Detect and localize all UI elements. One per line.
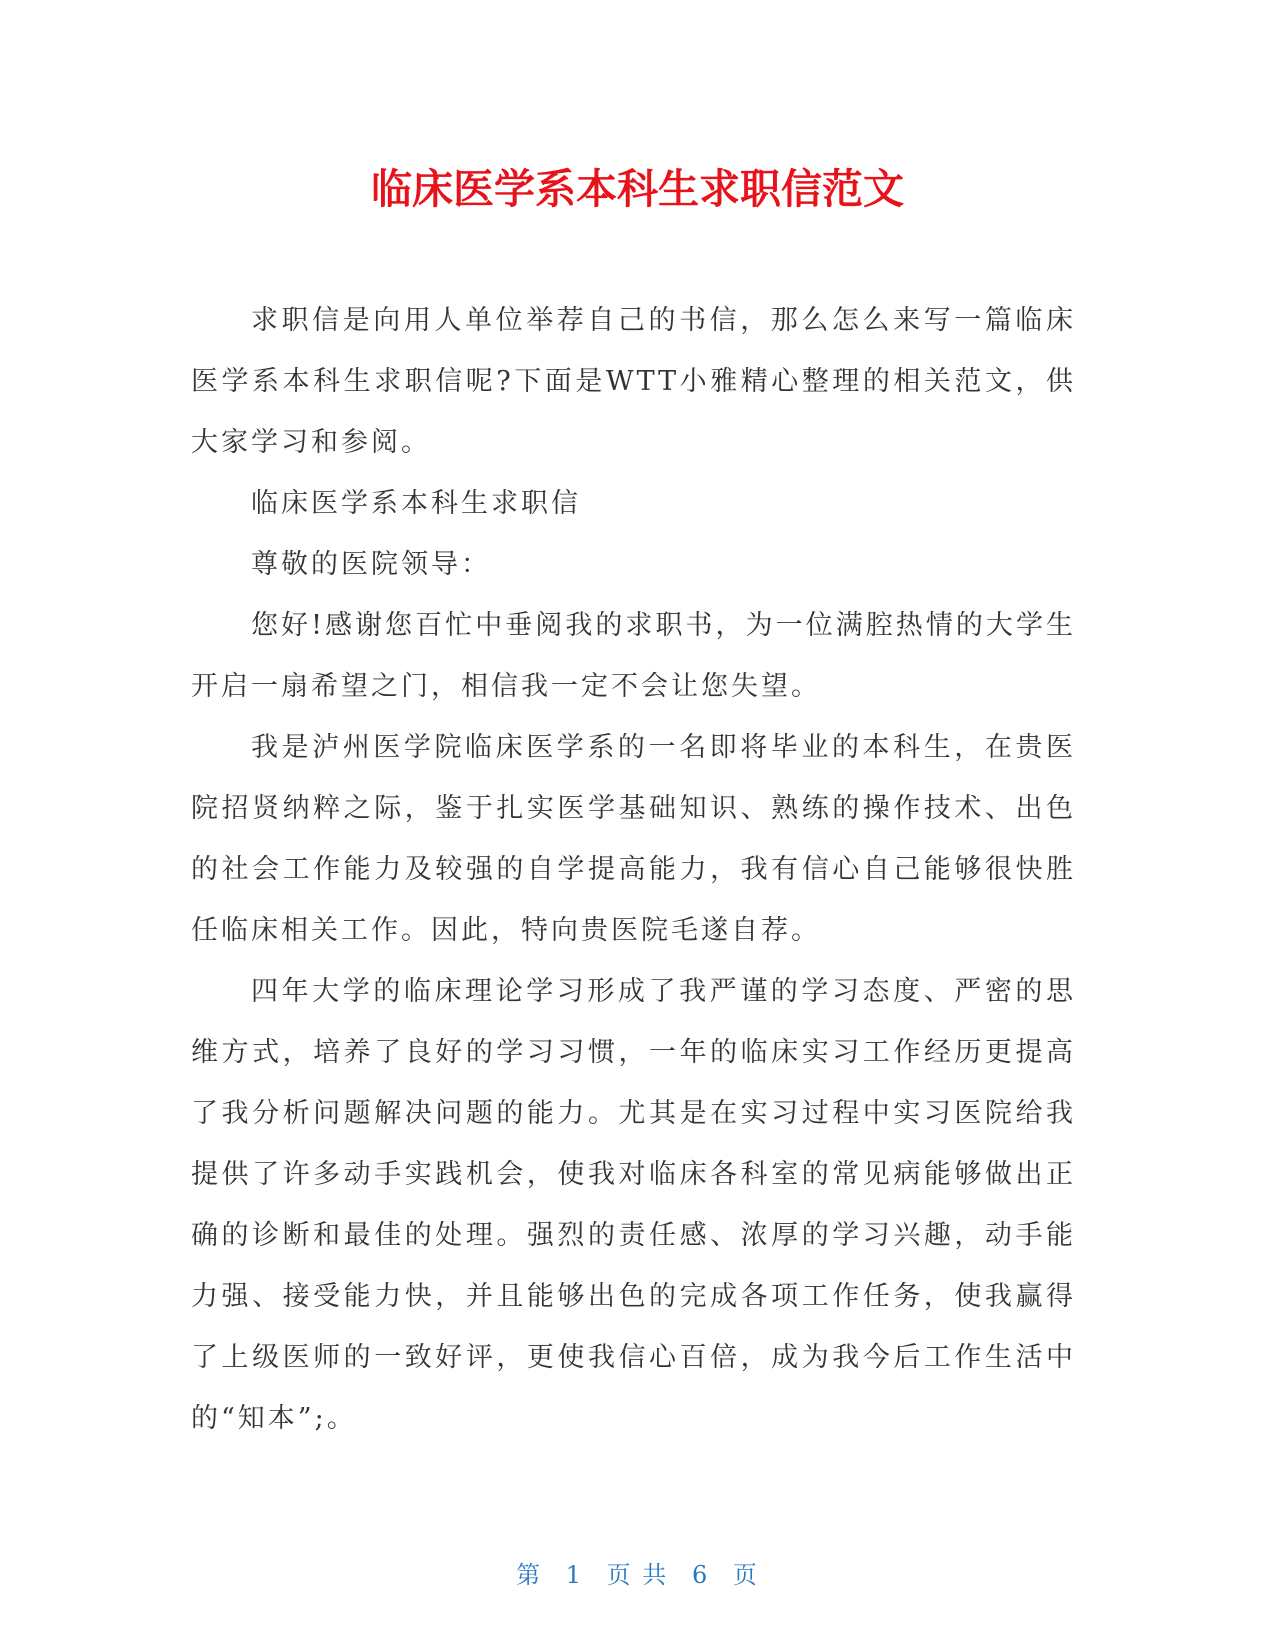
footer-total-pages: 6 <box>691 1561 710 1589</box>
footer-current-page: 1 <box>565 1561 584 1589</box>
paragraph-salutation: 尊敬的医院领导： <box>251 549 491 580</box>
document-body <box>191 290 1076 1449</box>
document-title: 临床医学系本科生求职信范文 <box>371 165 904 213</box>
paragraph-greeting: 您好!感谢您百忙中垂阅我的求职书，为一位满腔热情的大学生开启一扇希望之门，相信我一定不会让您失望。 <box>191 610 1076 702</box>
paragraph-letter-heading: 临床医学系本科生求职信 <box>251 488 581 519</box>
paragraph-self-introduction: 我是泸州医学院临床医学系的一名即将毕业的本科生，在贵医院招贤纳粹之际，鉴于扎实医学基础知识、熟练的操作技术、出色的社会工作能力及较强的自学提高能力，我有信心自己能够很快胜任临床相关工作。因此，特向贵医院毛遂自荐。 <box>191 732 1076 946</box>
footer-middle: 页 共 <box>606 1561 669 1589</box>
footer-prefix: 第 <box>516 1561 543 1589</box>
page-footer <box>0 1560 1275 1590</box>
paragraph-study-experience: 四年大学的临床理论学习形成了我严谨的学习态度、严密的思维方式，培养了良好的学习习惯，一年的临床实习工作经历更提高了我分析问题解决问题的能力。尤其是在实习过程中实习医院给我提供了许多动手实践机会，使我对临床各科室的常见病能够做出正确的诊断和最佳的处理。强烈的责任感、浓厚的学习兴趣，动手能力强、接受能力快，并且能够出色的完成各项工作任务，使我赢得了上级医师的一致好评，更使我信心百倍，成为我今后工作生活中的“知本”;。 <box>191 976 1076 1434</box>
paragraph-intro: 求职信是向用人单位举荐自己的书信，那么怎么来写一篇临床医学系本科生求职信呢?下面是WTT小雅精心整理的相关范文，供大家学习和参阅。 <box>191 305 1076 458</box>
footer-suffix: 页 <box>732 1561 759 1589</box>
